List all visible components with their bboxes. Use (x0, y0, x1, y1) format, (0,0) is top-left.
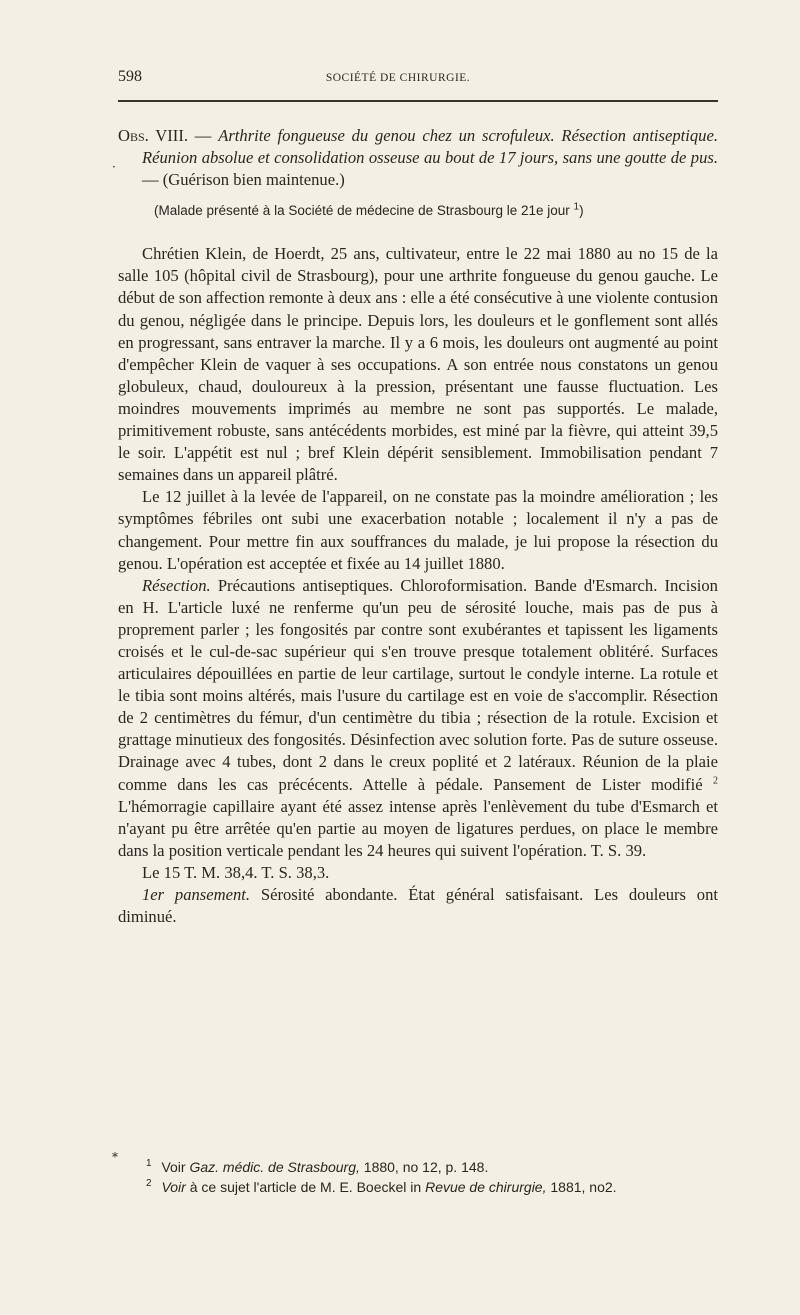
page-number: 598 (118, 68, 142, 85)
running-title: SOCIÉTÉ DE CHIRURGIE. (325, 72, 471, 84)
paragraph-case-history: Chrétien Klein, de Hoerdt, 25 ans, cultivateur, entre le 22 mai 1880 au no 15 de la salle 105 (hôpital civil de Strasbourg), pour une arthrite fongueuse du genou gauche. Le début de son affection remonte à deux ans : elle a été consécutive à une violente contusion du genou, négligée dans le principe. Depuis lors, les douleurs et le gonflement sont allés en progressant, sans entraver la marche. Il y a 6 mois, les douleurs ont augmenté au point d'empêcher Klein de vaquer à ses occupations. A son entrée nous constatons un genou globuleux, chaud, douloureux à la pression, présentant une fausse fluctuation. Les moindres mouvements imprimés au membre ne sont pas supportés. Le malade, primitivement robuste, sans antécédents morbides, est miné par la fièvre, qui atteint 39,5 le soir. L'appétit est nul ; bref Klein dépérit sensiblement. Immobilisation pendant 7 semaines dans un appareil plâtré. (118, 244, 718, 485)
observation-label: Obs. VIII. — (118, 126, 212, 145)
observation-heading (118, 125, 718, 191)
paragraph-first-dressing (118, 884, 718, 928)
presented-note-close: ) (579, 203, 584, 219)
resection-text-a: Précautions antiseptiques. Chloroformisation. Bande d'Esmarch. Incision en H. L'article luxé ne renferme qu'un peu de sérosité louche, mais pas de pus à proprement parler ; les fongosités par contre sont exubérantes et tapissent les ligaments croisés et le cul-de-sac supérieur qui s'en trouve presque totalement oblitéré. Surfaces articulaires dépouillées en partie de leur cartilage, surtout le condyle interne. La rotule et le tibia sont moins altérés, mais l'usure du cartilage est en voie de s'accomplir. Résection de 2 centimètres du fémur, d'un centimètre du tibia ; résection de la rotule. Excision et grattage minutieux des fongosités. Désinfection avec solution forte. Pas de suture osseuse. Drainage avec 4 tubes, dont 2 dans le creux poplité et 2 latéraux. Réunion de la plaie comme dans les cas précécents. Attelle à pédale. Pansement de Lister modifié (118, 575, 718, 794)
observation-title: Arthrite fongueuse du genou chez un scrofuleux. Résection antiseptique. Réunion absolue et consolidation osseuse au bout de 17 jours, sans une goutte de pus. (142, 126, 718, 168)
first-dressing-label: 1er pansement. (142, 885, 251, 904)
observation-outcome: — (Guérison bien maintenue.) (142, 170, 345, 190)
main-text (118, 125, 718, 928)
footnotes (146, 1157, 716, 1197)
margin-asterisk-mark: * (112, 1150, 118, 1164)
paragraph-resection (118, 575, 718, 862)
resection-label: Résection. (142, 575, 211, 595)
footnote-middle: à ce sujet l'article de M. E. Boeckel in (189, 1179, 422, 1195)
footnote-2 (146, 1177, 716, 1197)
presented-note-text: (Malade présenté à la Société de médecine de Strasbourg le 21e jour (154, 203, 570, 219)
footnote-rest: 1880, no 12, p. 148. (363, 1159, 489, 1175)
first-dressing-text: Sérosité abondante. État général satisfaisant. Les douleurs ont diminué. (118, 885, 719, 927)
paragraph-july-12: Le 12 juillet à la levée de l'appareil, on ne constate pas la moindre amélioration ; les symptômes fébriles ont subi une exacerbation notable ; localement il n'y a pas de changement. Pour mettre fin aux souffrances du malade, je lui propose la résection du genou. L'opération est acceptée et fixée au 14 juillet 1880. (118, 487, 718, 573)
footnote-ref-1: 1 (573, 201, 580, 213)
footnote-rest: 1881, no2. (550, 1179, 617, 1195)
margin-bullet-mark: · (112, 160, 116, 174)
resection-text-b: L'hémorragie capillaire ayant été assez intense après l'enlèvement du tube d'Esmarch et n'ayant pu être arrêtée qu'en partie au moyen de ligatures perdues, on place le membre dans la position verticale pendant les 24 heures qui suivent l'opération. T. S. 39. (118, 796, 718, 860)
footnote-prefix: Voir (161, 1179, 186, 1195)
footnote-source: Revue de chirurgie, (425, 1179, 547, 1195)
footnote-mark: 2 (146, 1178, 152, 1190)
footnote-mark: 1 (146, 1158, 152, 1170)
presented-note (154, 201, 718, 221)
header-rule (118, 100, 718, 102)
paragraph-temperature: Le 15 T. M. 38,4. T. S. 38,3. (142, 862, 330, 882)
footnote-prefix: Voir (161, 1159, 186, 1175)
footnote-1 (146, 1157, 716, 1177)
footnote-ref-2: 2 (712, 775, 718, 786)
footnote-source: Gaz. médic. de Strasbourg, (189, 1159, 360, 1175)
page-header (118, 68, 718, 92)
